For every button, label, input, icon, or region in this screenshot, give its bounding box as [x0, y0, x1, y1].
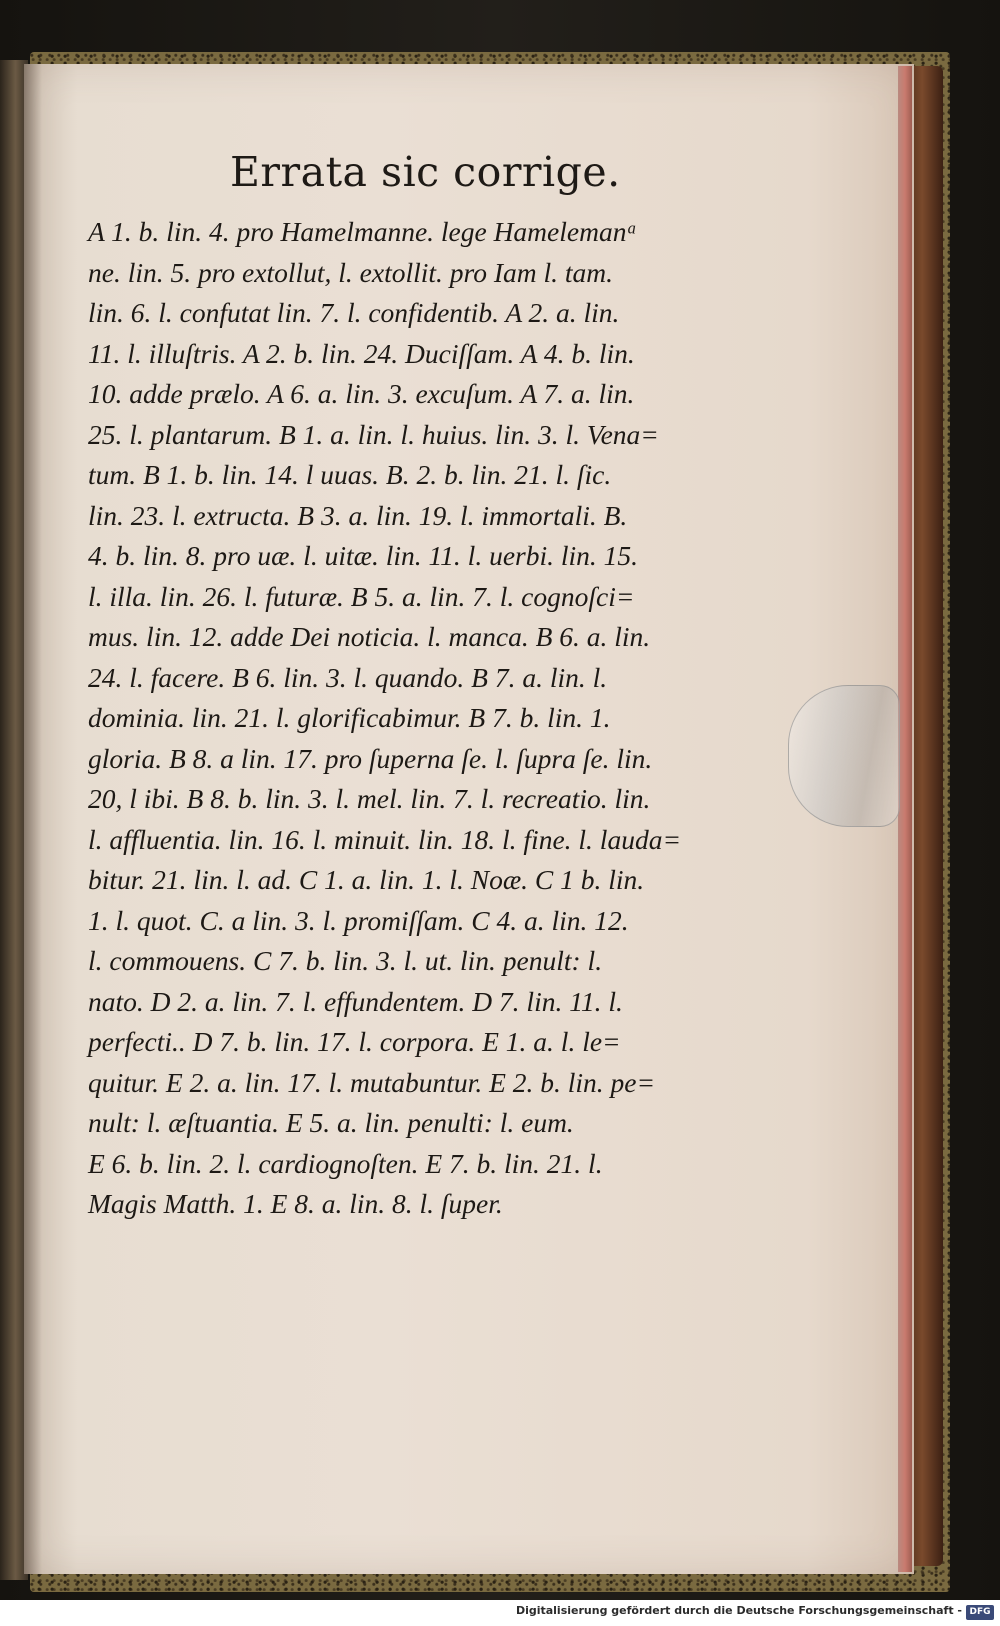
errata-line: tum. B 1. b. lin. 14. l uuas. B. 2. b. lin. 21. l. ſic. — [88, 459, 612, 490]
errata-line: ne. lin. 5. pro extollut, l. extollit. pro Iam l. tam. — [88, 256, 613, 288]
errata-line: 1. l. quot. C. a lin. 3. l. promiſſam. C 4. a. lin. 12. — [88, 904, 629, 936]
footer-bar — [0, 1600, 1000, 1626]
errata-line: 4. b. lin. 8. pro uæ. l. uitæ. lin. 11. l. uerbi. lin. 15. — [88, 540, 639, 571]
page-title: Errata sic corrige. — [230, 148, 621, 196]
funding-credit: Digitalisierung gefördert durch die Deutsche Forschungsgemeinschaft - — [515, 1604, 962, 1617]
errata-line: 20, l ibi. B 8. b. lin. 3. l. mel. lin. 7. l. recreatio. lin. — [88, 783, 651, 814]
errata-line: nato. D 2. a. lin. 7. l. effundentem. D 7. lin. 11. l. — [88, 985, 623, 1017]
errata-line: quitur. E 2. a. lin. 17. l. mutabuntur. E 2. b. lin. pe= — [88, 1066, 656, 1098]
errata-line: l. affluentia. lin. 16. l. minuit. lin. 18. l. fine. l. lauda= — [88, 823, 681, 855]
errata-line: perfecti.. D 7. b. lin. 17. l. corpora. E 1. a. l. le= — [88, 1026, 621, 1057]
errata-line: nult: l. æſtuantia. E 5. a. lin. penulti: l. eum. — [88, 1107, 574, 1138]
errata-line: 11. l. illuſtris. A 2. b. lin. 24. Duciſſam. A 4. b. lin. — [88, 337, 635, 369]
errata-line: 10. adde prælo. A 6. a. lin. 3. excuſum. A 7. a. lin. — [88, 378, 635, 409]
errata-line: Magis Matth. 1. E 8. a. lin. 8. l. ſuper. — [88, 1188, 503, 1219]
errata-line: A 1. b. lin. 4. pro Hamelmanne. lege Hamelemanᵃ — [88, 216, 638, 247]
errata-line: gloria. B 8. a lin. 17. pro ſuperna ſe. l. ſupra ſe. lin. — [88, 742, 653, 774]
errata-line: dominia. lin. 21. l. glorificabimur. B 7. b. lin. 1. — [88, 702, 611, 733]
errata-line: 24. l. facere. B 6. lin. 3. l. quando. B 7. a. lin. l. — [88, 661, 608, 693]
errata-line: lin. 6. l. confutat lin. 7. l. confidentib. A 2. a. lin. — [88, 297, 620, 328]
errata-line: mus. lin. 12. adde Dei noticia. l. manca. B 6. a. lin. — [88, 621, 651, 652]
gutter-shadow — [24, 64, 42, 1574]
errata-line: 25. l. plantarum. B 1. a. lin. l. huius. lin. 3. l. Vena= — [88, 418, 659, 450]
errata-line: lin. 23. l. extructa. B 3. a. lin. 19. l. immortali. B. — [88, 499, 628, 531]
errata-text-block — [88, 212, 728, 1225]
errata-line: bitur. 21. lin. l. ad. C 1. a. lin. 1. l. Noæ. C 1 b. lin. — [88, 864, 645, 895]
dfg-logo-icon: DFG — [966, 1605, 994, 1620]
errata-line: l. illa. lin. 26. l. futuræ. B 5. a. lin. 7. l. cognoſci= — [88, 580, 635, 612]
page-red-edge — [898, 66, 912, 1572]
errata-line: l. commouens. C 7. b. lin. 3. l. ut. lin. penult: l. — [88, 945, 603, 976]
page-clip — [788, 685, 900, 827]
errata-line: E 6. b. lin. 2. l. cardiognoſten. E 7. b. lin. 21. l. — [88, 1147, 603, 1179]
